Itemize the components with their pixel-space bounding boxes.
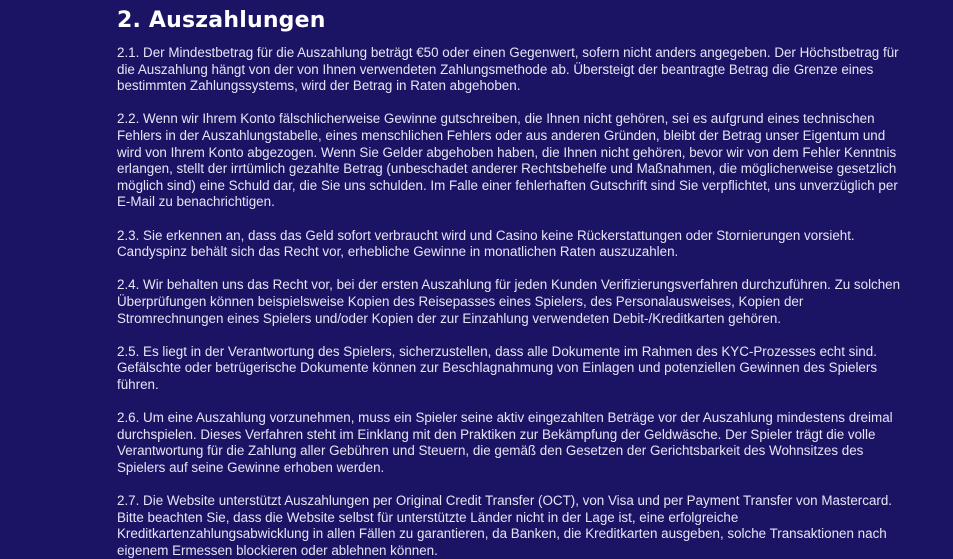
paragraph-2-6: 2.6. Um eine Auszahlung vorzunehmen, muss ein Spieler seine aktiv eingezahlten Beträge vor der Auszahlung mindestens dreimal durchspielen. Dieses Verfahren steht im Einklang mit den Praktiken zur Bekämpfung der Geldwäsche. Der Spieler trägt die volle Verantwortung für die Zahlung aller Gebühren und Steuern, die gemäß den Gesetzen der Gerichtsbarkeit des Wohnsitzes des Spielers auf seine Gewinne erhoben werden.	[117, 410, 893, 475]
paragraph-2-2: 2.2. Wenn wir Ihrem Konto fälschlicherweise Gewinne gutschreiben, die Ihnen nicht gehören, sei es aufgrund eines technischen Fehlers in der Auszahlungstabelle, eines menschlichen Fehlers oder aus anderen Gründen, bleibt der Betrag unser Eigentum und wird von Ihrem Konto abgezogen. Wenn Sie Gelder abgehoben haben, die Ihnen nicht gehören, bevor wir von dem Fehler Kenntnis erlangen, stellt der irrtümlich gezahlte Betrag (unbeschadet anderer Rechtsbehelfe und Maßnahmen, die möglicherweise gesetzlich möglich sind) eine Schuld dar, die Sie uns schulden. Im Falle einer fehlerhaften Gutschrift sind Sie verpflichtet, uns unverzüglich per E-Mail zu benachrichtigen.	[117, 111, 898, 210]
paragraph-2-4: 2.4. Wir behalten uns das Recht vor, bei der ersten Auszahlung für jeden Kunden Verifizierungsverfahren durchzuführen. Zu solchen Überprüfungen können beispielsweise Kopien des Reisepasses eines Spielers, des Personalausweises, Kopien der Stromrechnungen eines Spielers und/oder Kopien der zur Einzahlung verwendeten Debit-/Kreditkarten gehören.	[117, 277, 901, 326]
terms-section	[117, 6, 907, 559]
paragraph-2-7: 2.7. Die Website unterstützt Auszahlungen per Original Credit Transfer (OCT), von Visa und per Payment Transfer von Mastercard. Bitte beachten Sie, dass die Website selbst für unterstützte Länder nicht in der Lage ist, eine erfolgreiche Kreditkartenzahlungsabwicklung in allen Fällen zu garantieren, da Banken, die Kreditkarten ausgeben, solche Transaktionen nach eigenem Ermessen blockieren oder ablehnen können.	[117, 493, 893, 558]
paragraph-2-1: 2.1. Der Mindestbetrag für die Auszahlung beträgt €50 oder einen Gegenwert, sofern nicht anders angegeben. Der Höchstbetrag für die Auszahlung hängt von der von Ihnen verwendeten Zahlungsmethode ab. Übersteigt der beantragte Betrag die Grenze eines bestimmten Zahlungssystems, wird der Betrag in Raten abgehoben.	[117, 45, 899, 94]
paragraph-2-5: 2.5. Es liegt in der Verantwortung des Spielers, sicherzustellen, dass alle Dokumente im Rahmen des KYC-Prozesses echt sind. Gefälschte oder betrügerische Dokumente können zur Beschlagnahmung von Einlagen und potenziellen Gewinnen des Spielers führen.	[117, 343, 878, 392]
section-title: 2. Auszahlungen	[117, 8, 326, 33]
paragraph-2-3: 2.3. Sie erkennen an, dass das Geld sofort verbraucht wird und Casino keine Rückerstattungen oder Stornierungen vorsieht. Candyspinz behält sich das Recht vor, erhebliche Gewinne in monatlichen Raten auszuzahlen.	[117, 227, 855, 260]
